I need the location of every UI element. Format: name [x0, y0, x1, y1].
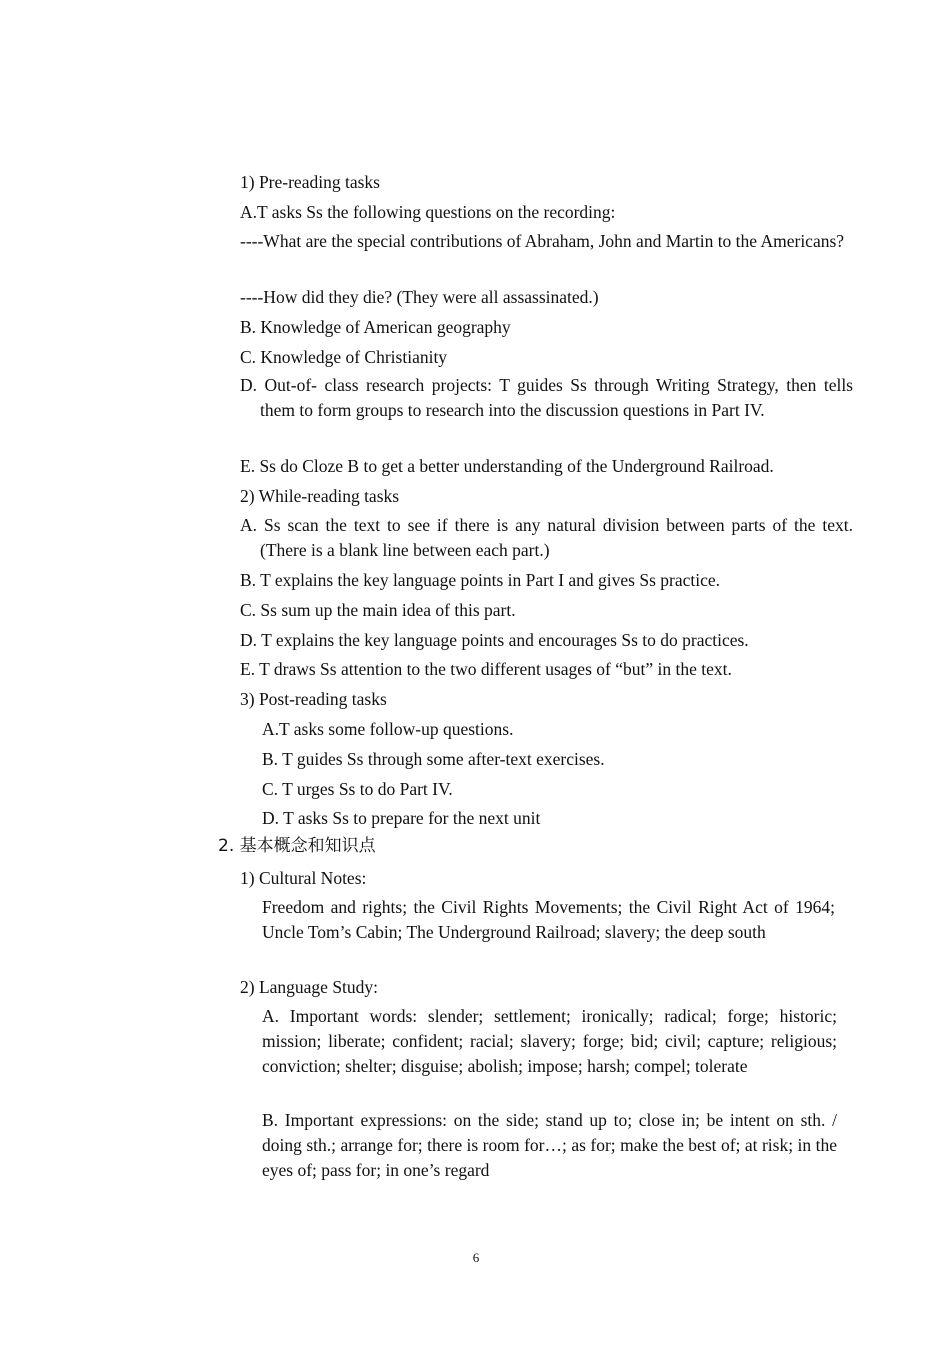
post-reading-item-b: B. T guides Ss through some after-text exercises.	[262, 749, 605, 769]
pre-reading-item-a: A.T asks Ss the following questions on the recording:	[240, 202, 616, 222]
post-reading-item-c: C. T urges Ss to do Part IV.	[262, 779, 453, 799]
while-reading-heading: 2) While-reading tasks	[240, 486, 400, 506]
pre-reading-item-e: E. Ss do Cloze B to get a better understanding of the Underground Railroad.	[240, 456, 774, 476]
pre-reading-item-c: C. Knowledge of Christianity	[240, 347, 448, 367]
pre-reading-question-1: ----What are the special contributions of Abraham, John and Martin to the Americans?	[240, 231, 845, 251]
pre-reading-heading: 1) Pre-reading tasks	[240, 172, 380, 192]
pre-reading-item-d: D. Out-of- class research projects: T guides Ss through Writing Strategy, then tells them to form groups to research into the discussion questions in Part IV.	[240, 375, 853, 420]
section-2-heading: 2. 基本概念和知识点	[218, 836, 376, 856]
while-reading-item-c: C. Ss sum up the main idea of this part.	[240, 600, 516, 620]
while-reading-item-e: E. T draws Ss attention to the two different usages of “but” in the text.	[240, 659, 732, 679]
pre-reading-item-b: B. Knowledge of American geography	[240, 317, 511, 337]
pre-reading-question-2: ----How did they die? (They were all assassinated.)	[240, 287, 599, 307]
important-expressions: B. Important expressions: on the side; stand up to; close in; be intent on sth. / doing sth.; arrange for; there is room for…; as for; make the best of; at risk; in the eyes of; pass for; in one’s regard	[262, 1110, 837, 1180]
post-reading-item-a: A.T asks some follow-up questions.	[262, 719, 514, 739]
language-study-heading: 2) Language Study:	[240, 977, 379, 997]
page-number: 6	[472, 1250, 480, 1265]
while-reading-item-b: B. T explains the key language points in Part I and gives Ss practice.	[240, 570, 721, 590]
post-reading-item-d: D. T asks Ss to prepare for the next unit	[262, 808, 541, 828]
while-reading-item-a: A. Ss scan the text to see if there is any natural division between parts of the text. (There is a blank line between each part.)	[240, 515, 853, 560]
post-reading-heading: 3) Post-reading tasks	[240, 689, 387, 709]
while-reading-item-d: D. T explains the key language points and encourages Ss to do practices.	[240, 630, 749, 650]
cultural-notes-text: Freedom and rights; the Civil Rights Movements; the Civil Right Act of 1964; Uncle Tom’s Cabin; The Underground Railroad; slavery; the deep south	[262, 897, 835, 942]
cultural-notes-heading: 1) Cultural Notes:	[240, 868, 367, 888]
important-words: A. Important words: slender; settlement; ironically; radical; forge; historic; mission; liberate; confident; racial; slavery; forge; bid; civil; capture; religious; conviction; shelter; disguise; abolish; impose; harsh; compel; tolerate	[262, 1006, 837, 1076]
